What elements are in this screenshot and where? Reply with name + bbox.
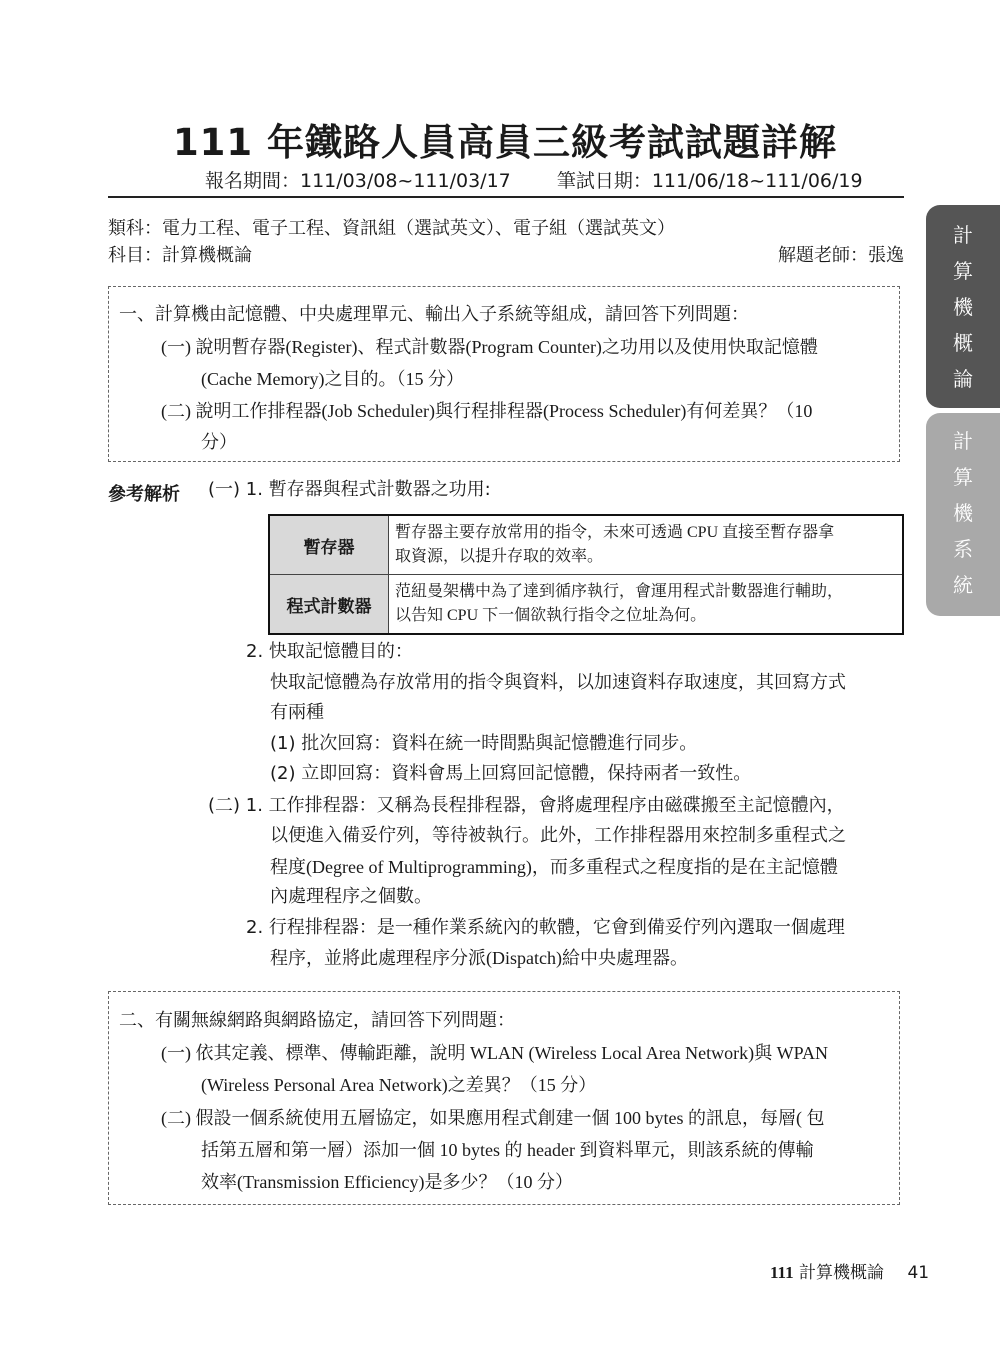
table-description: 暫存器主要存放常用的指令，未來可透過 CPU 直接至暫存器拿 取資源，以提升存取的效率。 [389, 515, 904, 575]
definition-table [268, 514, 904, 635]
question-2-part-2: (二) 假設一個系統使用五層協定，如果應用程式創建一個 100 bytes 的訊息，每層( 包 [161, 1108, 825, 1128]
question-1-part-2: (二) 說明工作排程器(Job Scheduler)與行程排程器(Process Scheduler)有何差異？（10 [161, 401, 813, 421]
exam-date: 筆試日期：111/06/18~111/06/19 [556, 170, 863, 192]
page-footer [770, 1258, 929, 1283]
answer-line: (1) 批次回寫：資料在統一時間點與記憶體進行同步。 [270, 733, 698, 754]
question-1-part-2-cont: 分） [201, 432, 237, 453]
exam-subject: 科目：計算機概論 [108, 245, 252, 266]
answer-line: 程序，並將此處理程序分派(Dispatch)給中央處理器。 [270, 948, 688, 968]
side-tab-computer-systems[interactable]: 計 算 機 系 統 [926, 413, 1000, 616]
footer-subject: 計算機概論 [799, 1263, 885, 1283]
answer-line: 快取記憶體為存放常用的指令與資料，以加速資料存取速度，其回寫方式 [270, 672, 846, 693]
table-row [269, 575, 903, 635]
table-term: 暫存器 [269, 515, 389, 575]
answer-line: 內處理程序之個數。 [270, 886, 432, 907]
page-number: 41 [907, 1263, 930, 1283]
answer-line: 程度(Degree of Multiprogramming)，而多重程式之程度指的是在主記憶體 [270, 857, 838, 877]
page-title: 111 年鐵路人員高員三級考試試題詳解 [172, 121, 838, 164]
answer-label: 參考解析 [108, 484, 180, 505]
question-1-part-1: (一) 說明暫存器(Register)、程式計數器(Program Counter)之功用以及使用快取記憶體 [161, 337, 818, 357]
exam-category: 類科：電力工程、電子工程、資訊組（選試英文）、電子組（選試英文） [108, 218, 675, 239]
question-1-part-1-cont: (Cache Memory)之目的。（15 分） [201, 369, 464, 389]
question-2-box [108, 991, 900, 1205]
side-tab-computer-intro[interactable]: 計 算 機 概 論 [926, 205, 1000, 408]
question-2-part-1: (一) 依其定義、標準、傳輸距離，說明 WLAN (Wireless Local Area Network)與 WPAN [161, 1043, 828, 1063]
answer-part-1-heading: (一) 1. 暫存器與程式計數器之功用: [208, 479, 491, 500]
registration-period: 報名期間：111/03/08~111/03/17 [205, 170, 511, 192]
answer-line: 2. 行程排程器：是一種作業系統內的軟體，它會到備妥佇列內選取一個處理 [246, 917, 845, 938]
table-row [269, 515, 903, 575]
table-term: 程式計數器 [269, 575, 389, 635]
answer-line: (2) 立即回寫：資料會馬上回寫回記憶體，保持兩者一致性。 [270, 763, 752, 784]
question-1-box [108, 286, 900, 462]
answer-line: 以便進入備妥佇列，等待被執行。此外，工作排程器用來控制多重程式之 [270, 825, 846, 846]
question-2-part-1-cont: (Wireless Personal Area Network)之差異？（15 分） [201, 1075, 597, 1095]
answer-line: (二) 1. 工作排程器：又稱為長程排程器，會將處理程序由磁碟搬至主記憶體內， [208, 795, 845, 816]
question-1-stem: 一、計算機由記憶體、中央處理單元、輸出入子系統等組成，請回答下列問題： [119, 304, 749, 325]
table-description: 范紐曼架構中為了達到循序執行，會運用程式計數器進行輔助， 以告知 CPU 下一個欲執行指令之位址為何。 [389, 575, 904, 635]
teacher-name: 解題老師：張逸 [778, 245, 904, 266]
question-2-stem: 二、有關無線網路與網路協定，請回答下列問題： [119, 1010, 515, 1031]
title-divider [108, 196, 904, 198]
exam-schedule [205, 166, 863, 193]
answer-line: 有兩種 [270, 702, 324, 723]
answer-line: 2. 快取記憶體目的： [246, 641, 413, 662]
question-2-part-2-end: 效率(Transmission Efficiency)是多少？（10 分） [201, 1172, 573, 1192]
footer-year: 111 [770, 1263, 794, 1282]
question-2-part-2-cont: 括第五層和第一層）添加一個 10 bytes 的 header 到資料單元，則該系統的傳輸 [201, 1140, 814, 1160]
